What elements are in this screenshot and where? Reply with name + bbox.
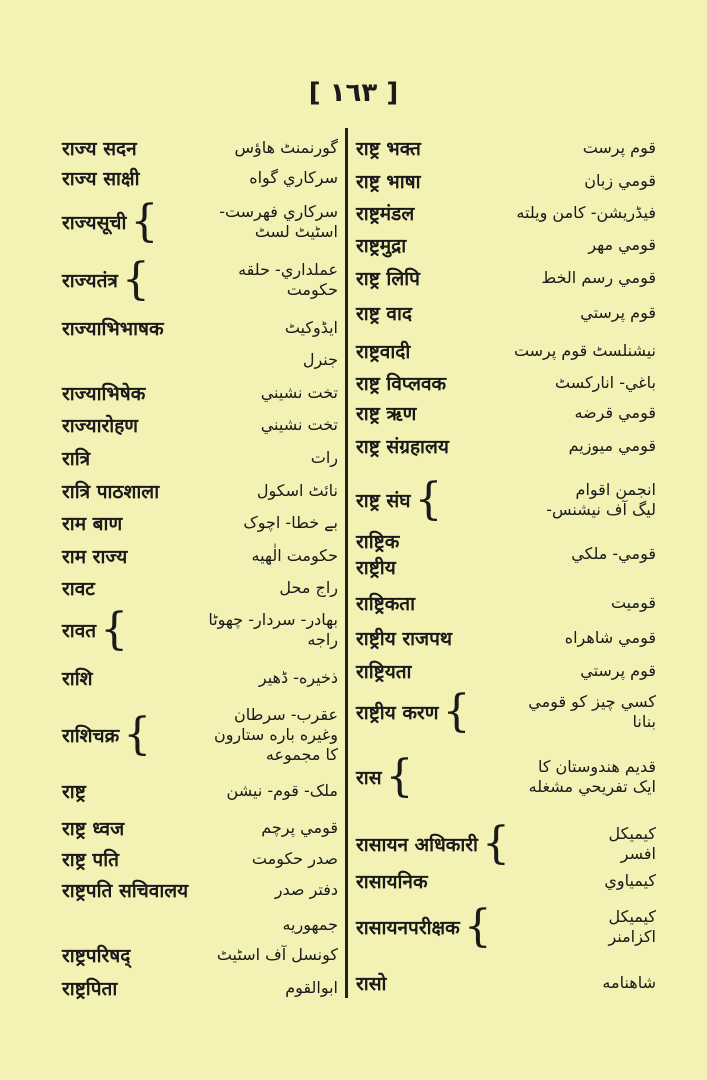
headword: राम बाण [62, 513, 123, 535]
gloss-line: بنانا [632, 712, 656, 731]
gloss-line: نائٹ اسکول [256, 481, 338, 500]
brace-mark: { [481, 818, 510, 869]
gloss-line: جنرل [302, 350, 338, 369]
urdu-gloss [512, 824, 656, 864]
urdu-gloss [421, 171, 656, 191]
gloss-line: افسر [620, 844, 656, 863]
dictionary-entry [62, 778, 338, 804]
gloss-line: قوم پرستي [580, 661, 656, 680]
dictionary-entry [62, 705, 338, 765]
gloss-line: باغي- انارکسٹ [555, 373, 656, 392]
gloss-line: قومي شاهراه [564, 628, 656, 647]
gloss-line: قومي رسم الخط [541, 268, 656, 287]
dictionary-entry [356, 751, 656, 802]
headword: राष्ट्रमुद्रा [356, 235, 407, 257]
gloss-line: عقرب- سرطان [234, 705, 338, 724]
urdu-gloss [415, 593, 656, 613]
dictionary-entry [62, 380, 338, 406]
urdu-gloss [411, 661, 656, 681]
gloss-line: راجه [307, 630, 338, 649]
gloss-line: قوم پرستي [580, 303, 656, 322]
urdu-gloss [446, 373, 656, 393]
urdu-gloss [164, 318, 338, 338]
gloss-line: ابوالقوم [285, 978, 338, 997]
urdu-gloss [494, 907, 656, 947]
urdu-gloss [420, 268, 656, 288]
gloss-line: لیگ آف نیشنس- [546, 500, 656, 519]
gloss-line: ذخیره- ڈهیر [258, 668, 338, 687]
gloss-line: نیشنلسٹ قوم پرست [513, 341, 656, 360]
urdu-gloss [62, 350, 338, 370]
urdu-gloss [406, 235, 656, 255]
dictionary-entry [62, 665, 338, 691]
headword: राष्ट्रियता [356, 661, 412, 683]
headword: राम राज्य [62, 546, 128, 568]
urdu-gloss [428, 871, 656, 891]
headword: राष्ट्र संघ [356, 490, 411, 512]
brace-mark: { [121, 254, 150, 305]
dictionary-entry [356, 901, 656, 952]
urdu-gloss [160, 202, 338, 242]
gloss-line: سرکاري گواه [249, 168, 338, 187]
urdu-gloss [412, 303, 656, 323]
urdu-gloss [90, 448, 338, 468]
headword: राज्य साक्षी [62, 168, 140, 190]
gloss-line: قوم پرست [582, 138, 656, 157]
brace-mark: { [100, 604, 129, 655]
gloss-line: قومیت [610, 593, 656, 612]
gloss-line: دفتر صدر [274, 880, 338, 899]
headword: राष्ट्रिक राष्ट्रीय [356, 531, 400, 579]
brace-mark: { [463, 901, 492, 952]
headword: राष्ट्र भक्त [356, 138, 421, 160]
headword: राष्ट्र संग्रहालय [356, 436, 449, 458]
gloss-line: حکومت [286, 280, 338, 299]
dictionary-entry [62, 846, 338, 872]
headword: राज्याभिभाषक [62, 318, 164, 340]
gloss-line: قومي میوزیم [568, 436, 656, 455]
dictionary-entry [62, 575, 338, 601]
dictionary-entry [356, 400, 656, 426]
urdu-gloss [159, 481, 338, 501]
headword: राशि [62, 668, 93, 690]
headword: रात्रि [62, 448, 91, 470]
headword: रावत [62, 620, 97, 642]
urdu-gloss [138, 415, 338, 435]
headword: राष्ट्र वाद [356, 303, 412, 325]
urdu-gloss [130, 945, 338, 965]
urdu-gloss [188, 880, 338, 900]
urdu-gloss [153, 705, 338, 765]
urdu-gloss [130, 610, 338, 650]
headword: रासायनिक [356, 871, 428, 893]
gloss-line: وغیره باره ستارون [213, 725, 338, 744]
headword: राष्ट्रिकता [356, 593, 416, 615]
headword: राष्ट्रीय राजपथ [356, 628, 453, 650]
gloss-line: ایڈوکیٹ [284, 318, 338, 337]
headword: रास [356, 767, 382, 789]
dictionary-entry [356, 868, 656, 894]
gloss-line: کیمیاوي [604, 871, 656, 890]
dictionary-entry [62, 510, 338, 536]
gloss-line: کا مجموعه [265, 745, 338, 764]
urdu-gloss [416, 757, 656, 797]
urdu-gloss [399, 544, 656, 564]
dictionary-entry [356, 625, 656, 651]
gloss-line: بے خطا- اچوک [243, 513, 338, 532]
dictionary-entry [62, 196, 338, 247]
brace-mark: { [414, 474, 443, 525]
brace-mark: { [123, 709, 152, 760]
headword: राज्य सदन [62, 138, 137, 160]
headword: राष्ट्रपरिषद् [62, 945, 131, 967]
headword: राज्यारोहण [62, 415, 139, 437]
gloss-line: کسي چیز کو قومي [528, 692, 656, 711]
dictionary-entry [62, 445, 338, 471]
urdu-gloss [145, 383, 338, 403]
dictionary-entry [62, 604, 338, 655]
dictionary-entry [62, 315, 338, 341]
dictionary-entry [356, 686, 656, 737]
urdu-gloss [62, 915, 338, 935]
headword: राष्ट्र भाषा [356, 171, 421, 193]
dictionary-entry [356, 200, 656, 226]
headword: राज्यसूची [62, 212, 127, 234]
gloss-line: قومي قرضه [574, 403, 656, 422]
headword: राष्ट्रीय करण [356, 702, 439, 724]
urdu-gloss [410, 341, 656, 361]
gloss-line: صدر حکومت [251, 849, 338, 868]
gloss-line: تخت نشيني [260, 383, 338, 402]
gloss-line: اسٹیٹ لسٹ [254, 222, 338, 241]
gloss-line: بهادر- سردار- چهوٹا [208, 610, 338, 629]
headword: रात्रि पाठशाला [62, 481, 160, 503]
gloss-line: کیمیکل [608, 824, 656, 843]
gloss-line: فیڈریشن- کامن ویلته [516, 203, 656, 222]
headword: राष्ट्र पति [62, 849, 119, 871]
dictionary-entry [356, 300, 656, 326]
urdu-gloss [140, 168, 338, 188]
gloss-line: قومي مهر [588, 235, 656, 254]
brace-mark: { [130, 196, 159, 247]
gloss-line: جمهوریه [282, 915, 338, 934]
urdu-gloss [86, 781, 338, 801]
gloss-line: شاهنامه [602, 973, 656, 992]
urdu-gloss [449, 436, 656, 456]
gloss-line: کیمیکل [608, 907, 656, 926]
dictionary-entry [356, 818, 656, 869]
gloss-line: رات [310, 448, 338, 467]
gloss-line: قدیم هندوستان کا [537, 757, 656, 776]
column-divider [345, 128, 348, 998]
gloss-line: سرکاري فهرست- [219, 202, 338, 221]
urdu-gloss [127, 546, 338, 566]
dictionary-entry [62, 350, 338, 370]
urdu-gloss [444, 480, 656, 520]
dictionary-entry [356, 528, 656, 580]
dictionary-entry [62, 412, 338, 438]
headword: राष्ट्र लिपि [356, 268, 420, 290]
urdu-gloss [152, 260, 338, 300]
urdu-gloss [117, 978, 338, 998]
gloss-line: ایک تفریحي مشغله [528, 777, 656, 796]
dictionary-entry [356, 590, 656, 616]
dictionary-entry [62, 165, 338, 191]
urdu-gloss [472, 692, 656, 732]
dictionary-entry [62, 877, 338, 903]
dictionary-entry [356, 265, 656, 291]
headword: राष्ट्र [62, 781, 86, 803]
headword: रासायनपरीक्षक [356, 917, 460, 939]
dictionary-entry [356, 433, 656, 459]
headword: राष्ट्र ध्वज [62, 818, 125, 840]
urdu-gloss [137, 138, 338, 158]
urdu-gloss [416, 403, 656, 423]
headword: रासो [356, 973, 387, 995]
headword: राज्याभिषेक [62, 383, 146, 405]
headword: राशिचक्र [62, 725, 120, 747]
dictionary-entry [356, 135, 656, 161]
dictionary-entry [62, 254, 338, 305]
urdu-gloss [119, 849, 338, 869]
dictionary-entry [62, 915, 338, 935]
headword: राष्ट्रपिता [62, 978, 118, 1000]
headword: राष्ट्र ऋण [356, 403, 417, 425]
urdu-gloss [95, 578, 338, 598]
gloss-line: تخت نشيني [260, 415, 338, 434]
urdu-gloss [122, 513, 338, 533]
gloss-line: کونسل آف اسٹیٹ [216, 945, 338, 964]
dictionary-entry [356, 168, 656, 194]
gloss-line: انجمن اقوام [575, 480, 656, 499]
dictionary-entry [62, 478, 338, 504]
gloss-line: گورنمنٹ هاؤس [234, 138, 338, 157]
headword: राष्ट्रवादी [356, 341, 411, 363]
dictionary-entry [62, 815, 338, 841]
dictionary-entry [356, 474, 656, 525]
gloss-line: قومي پرچم [261, 818, 338, 837]
dictionary-entry [62, 942, 338, 968]
headword: राष्ट्रपति सचिवालय [62, 880, 189, 902]
gloss-line: قومي زبان [584, 171, 656, 190]
urdu-gloss [386, 973, 656, 993]
dictionary-entry [356, 658, 656, 684]
headword: राष्ट्र विप्लवक [356, 373, 447, 395]
headword: रासायन अधिकारी [356, 834, 478, 856]
headword: राष्ट्रमंडल [356, 203, 415, 225]
page-number: [ ١٦٣ ] [308, 78, 399, 108]
dictionary-entry [356, 970, 656, 996]
gloss-line: حکومت الٰهیه [251, 546, 338, 565]
urdu-gloss [414, 203, 656, 223]
gloss-line: اکزامنر [608, 927, 656, 946]
brace-mark: { [442, 686, 471, 737]
dictionary-entry [62, 975, 338, 1001]
headword: रावट [62, 578, 95, 600]
brace-mark: { [385, 751, 414, 802]
dictionary-entry [356, 232, 656, 258]
dictionary-entry [356, 370, 656, 396]
gloss-line: عملداري- حلقه [238, 260, 338, 279]
urdu-gloss [124, 818, 338, 838]
gloss-line: ملک- قوم- نیشن [226, 781, 338, 800]
urdu-gloss [93, 668, 338, 688]
gloss-line: راج محل [279, 578, 338, 597]
urdu-gloss [421, 138, 656, 158]
headword: राज्यतंत्र [62, 270, 118, 292]
dictionary-entry [62, 543, 338, 569]
dictionary-entry [62, 135, 338, 161]
dictionary-entry [356, 338, 656, 364]
urdu-gloss [452, 628, 656, 648]
gloss-line: قومي- ملکي [571, 544, 656, 563]
